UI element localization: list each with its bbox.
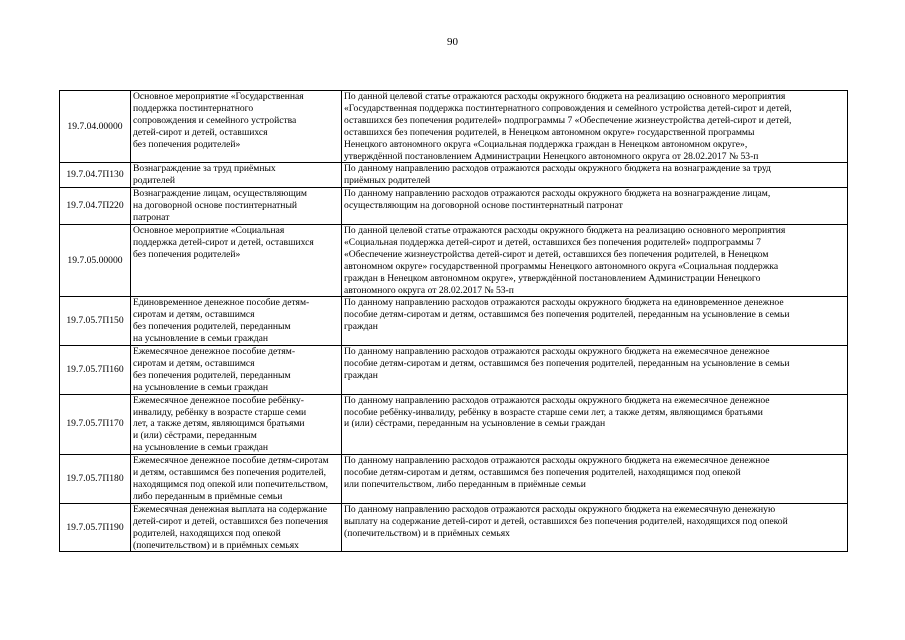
expense-description-line: «Обеспечение жизнеустройства детей-сирот и детей, оставшихся без попечения родителей, в Ненецком	[344, 248, 769, 260]
expense-name-line: Ежемесячное денежное пособие ребёнку-	[133, 394, 304, 406]
expense-name-line: либо переданным в приёмные семьи	[133, 490, 283, 502]
expense-description-line: или попечительством, либо переданным в приёмные семьи	[344, 479, 586, 490]
expense-description-line: пособие детям-сиротам и детям, оставшимся без попечения родителей, переданным на усыновление в семьи	[344, 309, 790, 321]
expense-name-cell	[131, 455, 342, 504]
expense-description-line: пособие детям-сиротам и детям, оставшимся без попечения родителей, переданным на усыновление в семьи	[344, 357, 790, 369]
expense-name-line: детей-сирот и детей, оставшихся без попечения	[133, 515, 329, 527]
expense-description-cell	[342, 346, 848, 395]
expense-description-line: и (или) сёстрами, переданным на усыновление в семьи граждан	[344, 418, 606, 430]
target-article-code: 19.7.05.7П170	[60, 394, 131, 455]
expense-description-line: автономного округа от 28.02.2017 № 53-п	[344, 284, 514, 296]
target-article-code: 19.7.05.7П150	[60, 297, 131, 346]
expense-name-line: Основное мероприятие «Социальная	[133, 224, 285, 236]
expense-name-line: Вознаграждение лицам, осуществляющим	[133, 188, 307, 200]
expense-name-cell	[131, 91, 342, 163]
target-article-code: 19.7.04.00000	[60, 91, 131, 163]
expense-name-line: сиротам и детям, оставшимся	[133, 357, 255, 369]
expense-description-line: По данной целевой статье отражаются расходы окружного бюджета на реализацию основного мероприятия	[344, 91, 786, 102]
expense-description-line: пособие детям-сиротам и детям, оставшимся без попечения родителей, находящимся под опекой	[344, 467, 741, 479]
expense-description-line: пособие ребёнку-инвалиду, ребёнку в возрасте старше семи лет, а также детям, являющимся братьями	[344, 406, 763, 418]
expense-description-line: оставшихся без попечения родителей» подпрограммы 7 «Обеспечение жизнеустройства детей-сирот и детей,	[344, 114, 792, 126]
expense-name-line: инвалиду, ребёнку в возрасте старше семи	[133, 406, 307, 418]
expense-description-cell	[342, 394, 848, 455]
target-article-code: 19.7.04.7П220	[60, 188, 131, 225]
expense-name-line: без попечения родителей, переданным	[133, 321, 291, 333]
expense-name-line: Ежемесячное денежное пособие детям-	[133, 346, 296, 358]
target-article-code: 19.7.05.00000	[60, 224, 131, 296]
expense-description-line: граждан	[344, 321, 378, 333]
expense-name-line: без попечения родителей»	[133, 248, 241, 260]
table-row	[60, 346, 848, 395]
table-row	[60, 91, 848, 163]
expense-description-line: По данному направлению расходов отражаются расходы окружного бюджета на ежемесячное денежное	[344, 394, 770, 406]
expense-name-cell	[131, 297, 342, 346]
table-row	[60, 224, 848, 296]
expense-description-line: автономном округе» государственной программы Ненецкого автономного округа «Социальная поддержка	[344, 260, 779, 272]
expense-description-line: Ненецкого автономного округа «Социальная поддержка граждан в Ненецком автономном округе»,	[344, 138, 748, 150]
expense-description-cell	[342, 455, 848, 504]
expense-description-line: По данному направлению расходов отражаются расходы окружного бюджета на ежемесячную денежную	[344, 503, 776, 515]
expense-description-line: (попечительством) и в приёмных семьях	[344, 527, 510, 539]
table-row	[60, 297, 848, 346]
target-article-code: 19.7.05.7П190	[60, 503, 131, 552]
expense-description-line: приёмных родителей	[344, 175, 431, 187]
page-number: 90	[447, 36, 458, 48]
expense-name-line: Основное мероприятие «Государственная	[133, 91, 304, 102]
target-article-code: 19.7.05.7П160	[60, 346, 131, 395]
expense-description-line: оставшихся без попечения родителей, в Ненецком автономном округе» государственной программы	[344, 126, 755, 138]
expense-name-cell	[131, 188, 342, 225]
expense-description-line: По данному направлению расходов отражаются расходы окружного бюджета на ежемесячное денежное	[344, 346, 770, 358]
expense-description-line: осуществляющим на договорной основе постинтернатный патронат	[344, 200, 623, 212]
expense-description-cell	[342, 224, 848, 296]
target-article-code: 19.7.05.7П180	[60, 455, 131, 504]
expense-name-line: Единовременное денежное пособие детям-	[133, 297, 310, 309]
expense-description-cell	[342, 503, 848, 552]
expense-name-cell	[131, 163, 342, 188]
expense-name-line: Ежемесячное денежное пособие детям-сиротам	[133, 455, 329, 467]
expense-description-line: «Государственная поддержка постинтернатного сопровождения и семейного устройства детей-сирот и детей,	[344, 102, 792, 114]
expense-name-line: детей-сирот и детей, оставшихся	[133, 126, 268, 138]
expense-name-line: родителей	[133, 175, 175, 187]
expense-name-line: Ежемесячная денежная выплата на содержание	[133, 503, 328, 515]
expense-description-cell	[342, 91, 848, 163]
expense-description-line: По данному направлению расходов отражаются расходы окружного бюджета на вознаграждение лицам,	[344, 188, 771, 200]
table-row	[60, 163, 848, 188]
expense-description-line: выплату на содержание детей-сирот и детей, оставшихся без попечения родителей, находящихся под опекой	[344, 515, 788, 527]
expense-description-line: По данному направлению расходов отражаются расходы окружного бюджета на ежемесячное денежное	[344, 455, 770, 467]
expense-name-line: и детям, оставшимся без попечения родителей,	[133, 467, 326, 479]
expense-description-line: «Социальная поддержка детей-сирот и детей, оставшихся без попечения родителей» подпрограммы 7	[344, 236, 761, 248]
table-row	[60, 503, 848, 552]
expense-name-line: поддержка детей-сирот и детей, оставшихся	[133, 236, 314, 248]
expense-name-cell	[131, 224, 342, 296]
target-article-code: 19.7.04.7П130	[60, 163, 131, 188]
expense-name-line: родителей, находящихся под опекой	[133, 527, 281, 539]
expense-description-line: граждан в Ненецком автономном округе», утверждённой постановлением Администрации Ненецкого	[344, 272, 761, 284]
expense-description-line: утверждённой постановлением Администрации Ненецкого автономного округа от 28.02.2017 № 53-п	[344, 150, 759, 162]
table-row	[60, 455, 848, 504]
expense-name-line: патронат	[133, 212, 170, 224]
expense-name-line: сиротам и детям, оставшимся	[133, 309, 255, 321]
table-row	[60, 394, 848, 455]
expense-description-line: граждан	[344, 369, 378, 381]
expense-description-line: По данному направлению расходов отражаются расходы окружного бюджета на вознаграждение за труд	[344, 163, 771, 175]
expense-name-line: поддержка постинтернатного	[133, 102, 254, 114]
expense-description-line: По данной целевой статье отражаются расходы окружного бюджета на реализацию основного мероприятия	[344, 224, 786, 236]
expense-name-line: находящимся под опекой или попечительством,	[133, 479, 329, 490]
expense-name-line: без попечения родителей»	[133, 138, 241, 150]
expense-name-line: без попечения родителей, переданным	[133, 369, 291, 381]
expense-name-cell	[131, 346, 342, 395]
budget-classification-table	[59, 90, 848, 552]
expense-name-line: сопровождения и семейного устройства	[133, 114, 297, 126]
expense-description-cell	[342, 297, 848, 346]
expense-name-line: лет, а также детям, являющимся братьями	[133, 418, 305, 430]
expense-name-line: Вознаграждение за труд приёмных	[133, 163, 276, 175]
expense-description-cell	[342, 188, 848, 225]
expense-name-line: (попечительством) и в приёмных семьях	[133, 539, 299, 551]
expense-name-line: и (или) сёстрами, переданным	[133, 430, 257, 442]
expense-name-line: на договорной основе постинтернатный	[133, 200, 298, 212]
expense-description-line: По данному направлению расходов отражаются расходы окружного бюджета на единовременное денежное	[344, 297, 784, 309]
expense-name-line: на усыновление в семьи граждан	[133, 333, 269, 345]
expense-name-line: на усыновление в семьи граждан	[133, 381, 269, 393]
expense-name-cell	[131, 503, 342, 552]
expense-description-cell	[342, 163, 848, 188]
expense-name-line: на усыновление в семьи граждан	[133, 442, 269, 454]
expense-name-cell	[131, 394, 342, 455]
table-row	[60, 188, 848, 225]
